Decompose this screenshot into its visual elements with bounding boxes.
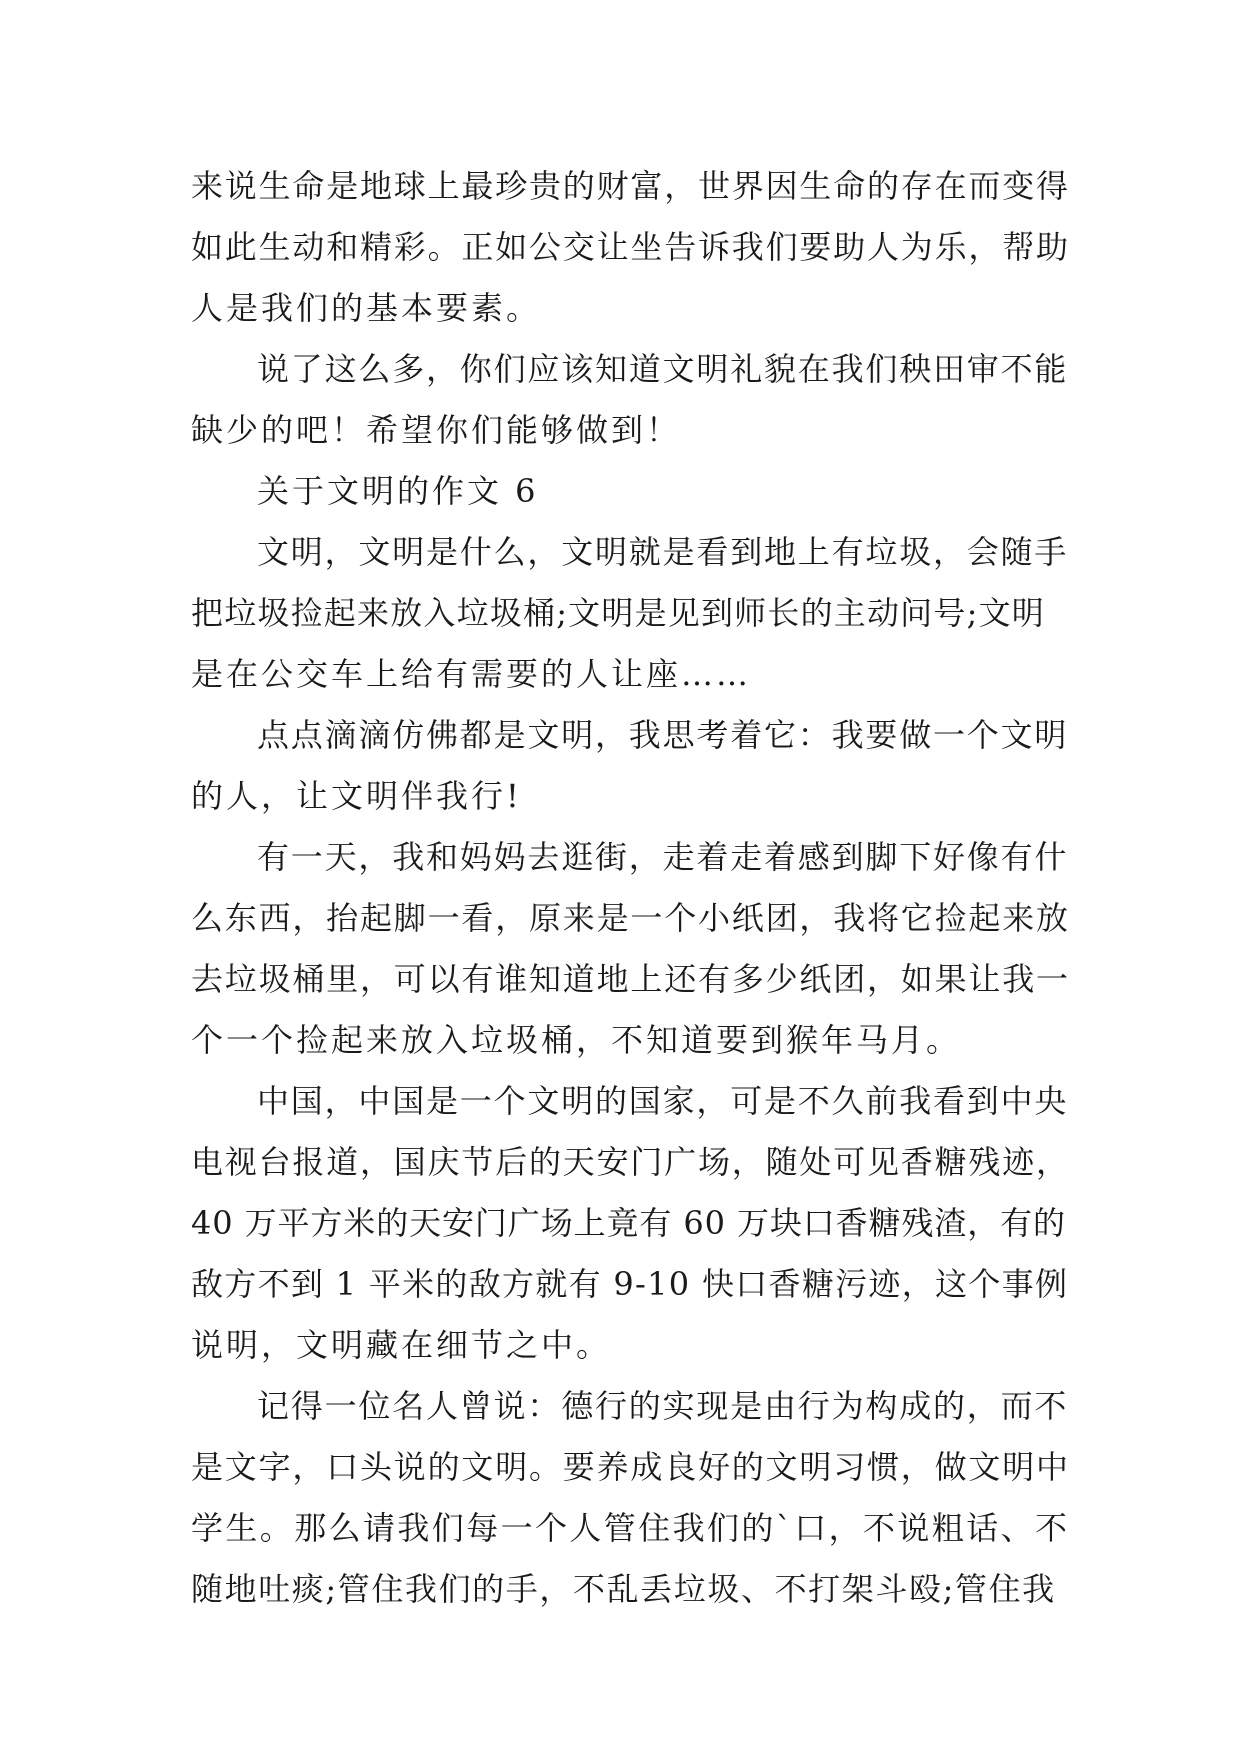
- text-line: 40 万平方米的天安门广场上竟有 60 万块口香糖残渣，有的: [191, 1204, 1066, 1242]
- paragraph-start-line: 文明，文明是什么，文明就是看到地上有垃圾，会随手: [257, 533, 1069, 571]
- paragraph-start-line: 说了这么多，你们应该知道文明礼貌在我们秧田审不能: [257, 350, 1069, 388]
- paragraph-start-line: 有一天，我和妈妈去逛街，走着走着感到脚下好像有什: [257, 838, 1069, 876]
- text-line: 么东西，抬起脚一看，原来是一个小纸团，我将它捡起来放: [191, 899, 1070, 937]
- text-line: 如此生动和精彩。正如公交让坐告诉我们要助人为乐，帮助: [191, 228, 1070, 266]
- text-line: 是在公交车上给有需要的人让座……: [191, 655, 752, 693]
- text-line: 电视台报道，国庆节后的天安门广场，随处可见香糖残迹，: [191, 1143, 1070, 1181]
- text-line: 个一个捡起来放入垃圾桶，不知道要到猴年马月。: [191, 1021, 962, 1059]
- paragraph-start-line: 记得一位名人曾说：德行的实现是由行为构成的，而不: [257, 1387, 1069, 1425]
- section-heading: 关于文明的作文 6: [257, 472, 539, 510]
- text-line: 来说生命是地球上最珍贵的财富，世界因生命的存在而变得: [191, 167, 1070, 205]
- text-line: 缺少的吧！希望你们能够做到！: [191, 411, 682, 449]
- text-line: 的人，让文明伴我行!: [191, 777, 522, 815]
- text-line: 是文字，口头说的文明。要养成良好的文明习惯，做文明中: [191, 1448, 1070, 1486]
- paragraph-start-line: 中国，中国是一个文明的国家，可是不久前我看到中央: [257, 1082, 1069, 1120]
- essay-text-column: [191, 156, 1071, 1620]
- text-line: 去垃圾桶里，可以有谁知道地上还有多少纸团，如果让我一: [191, 960, 1070, 998]
- paragraph-start-line: 点点滴滴仿佛都是文明，我思考着它：我要做一个文明: [257, 716, 1069, 754]
- text-line: 说明，文明藏在细节之中。: [191, 1326, 612, 1364]
- text-line: 学生。那么请我们每一个人管住我们的`口，不说粗话、不: [191, 1509, 1070, 1547]
- text-line: 随地吐痰;管住我们的手，不乱丢垃圾、不打架斗殴;管住我: [191, 1570, 1056, 1608]
- text-line: 人是我们的基本要素。: [191, 289, 542, 327]
- text-line: 把垃圾捡起来放入垃圾桶;文明是见到师长的主动问号;文明: [191, 594, 1045, 632]
- text-line: 敌方不到 1 平米的敌方就有 9-10 快口香糖污迹，这个事例: [191, 1265, 1069, 1303]
